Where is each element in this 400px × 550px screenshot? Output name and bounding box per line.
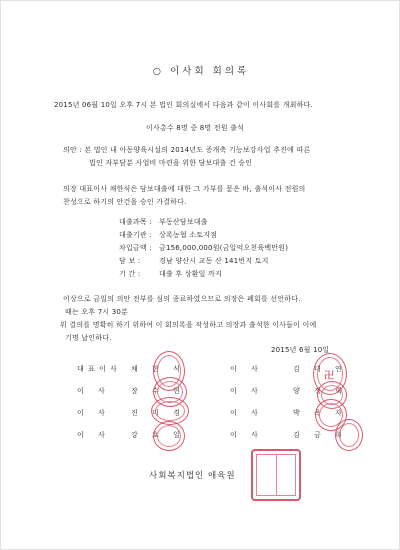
document-date: 2015년 6월 10일	[271, 346, 330, 354]
agenda-line-1: 의안 : 본 법인 내 아동양육시설의 2014년도 증개축 기능보강사업 추진에 따른	[63, 146, 311, 154]
signatory-role: 이 사	[230, 387, 264, 395]
loan-bank-label: 대출기관 :	[119, 231, 152, 239]
signatory-name: 박 옥 자	[293, 409, 348, 417]
signatory-role: 이 사	[77, 431, 111, 439]
intro-paragraph: 2015년 06월 10일 오후 7시 본 법인 회의실에서 다음과 같이 이사회를 개최하다.	[54, 101, 313, 109]
closing-line-1: 이상으로 금일의 의안 전부를 심의 종료하였으므로 의장은 폐회를 선언하다.	[63, 295, 301, 303]
signatory-name: 장 수 현	[131, 387, 186, 395]
signatory-role: 대 표 이 사	[77, 365, 118, 373]
signatory-name: 김 금 희	[293, 431, 348, 439]
loan-bank-value: 상록농협 소토지점	[159, 231, 218, 239]
loan-amount-label: 차입금액 :	[119, 244, 152, 252]
agenda-line-2: 법인 자부담분 사업비 마련을 위한 담보대출 건 승인	[89, 159, 253, 167]
signatory-name: 채 한 식	[131, 365, 186, 373]
attendance-line: 이사총수 8명 중 8명 전원 출석	[146, 124, 245, 132]
organization-name: 사회복지법인 애육원	[149, 471, 236, 481]
document-title: ○ 이사회 회의록	[152, 66, 250, 77]
signatory-name: 강 호 일	[131, 431, 186, 439]
signatory-role: 이 사	[77, 387, 111, 395]
loan-collateral-label: 담 보 :	[119, 257, 141, 265]
closing-line-2: 때는 오후 7시 30분	[65, 308, 129, 316]
signatory-role: 이 사	[230, 365, 264, 373]
signatory-role: 이 사	[77, 409, 111, 417]
loan-type-label: 대출과목 :	[119, 218, 152, 226]
personal-seal	[153, 421, 185, 451]
discussion-line-2: 찬성으로 하기의 안건을 승인 가결하다.	[63, 198, 187, 206]
loan-period-value: 대출 후 상환일 까지	[159, 270, 222, 278]
loan-collateral-value: 경남 양산시 교동 산 141번지 토지	[159, 257, 269, 265]
closing-line-3: 위 결의를 명확히 하기 위하여 이 회의록을 작성하고 의장과 출석한 이사들이 이에	[60, 321, 317, 329]
discussion-line-1: 의장 대표이사 채한식은 담보대출에 대한 그 가부를 묻은 바, 출석이사 전원의	[63, 185, 306, 193]
loan-period-label: 기 간 :	[119, 270, 141, 278]
personal-seal	[335, 419, 363, 451]
organization-seal	[251, 449, 301, 501]
seal-mark: 卍	[324, 371, 333, 382]
loan-amount-value: 금156,000,000원(금일억오천육백만원)	[159, 244, 289, 252]
closing-line-4: 기명 날인하다.	[65, 334, 112, 342]
signatory-role: 이 사	[230, 409, 264, 417]
signatory-name: 양 정 혁	[293, 387, 348, 395]
loan-type-value: 부동산담보대출	[159, 218, 208, 226]
signatory-name: 김 대 연	[293, 365, 348, 373]
signatory-name: 진 미 경	[131, 409, 186, 417]
signatory-role: 이 사	[230, 431, 264, 439]
